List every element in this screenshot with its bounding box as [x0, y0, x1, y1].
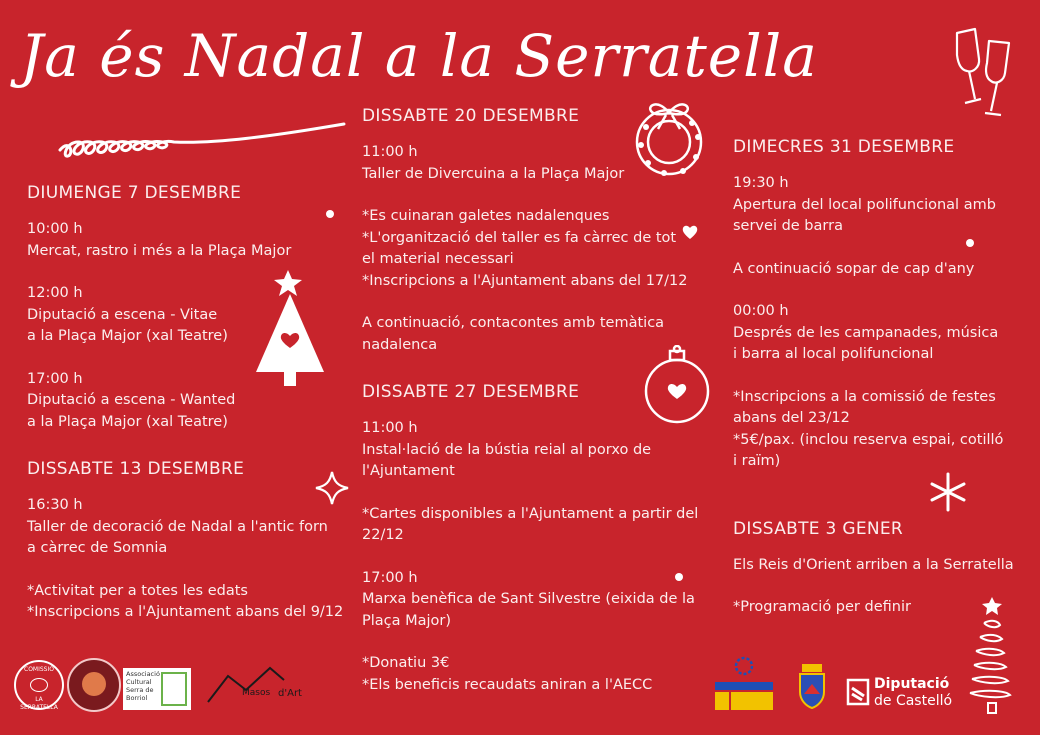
event-text: Plaça Major): [362, 612, 452, 629]
comissio-logo: [14, 660, 64, 710]
day-heading: DISSABTE 27 DESEMBRE: [362, 382, 580, 402]
event-time: 11:00 h: [362, 420, 418, 436]
ornament-ball-icon: [636, 345, 718, 425]
page-title: Ja és Nadal a la Serratella: [20, 22, 818, 90]
event-time: 16:30 h: [27, 497, 83, 513]
masos-art-logo: [206, 664, 316, 710]
emblem-logo: [67, 658, 121, 712]
wreath-icon: [628, 95, 710, 180]
diputacio-logo: [846, 676, 986, 712]
event-note: *Programació per definir: [733, 599, 911, 615]
event-text: Mercat, rastro i més a la Plaça Major: [27, 242, 292, 259]
event-note: *5€/pax. (inclou reserva espai, cotilló: [733, 431, 1004, 448]
association-logo-text: Serra de: [126, 686, 154, 694]
event-time: 17:00 h: [362, 569, 418, 586]
heart-icon: [681, 223, 699, 241]
event-text: A continuació sopar de cap d'any: [733, 260, 975, 277]
event-time: 19:30 h: [733, 175, 789, 191]
event-text: Apertura del local polifuncional amb: [733, 196, 996, 213]
event-note: *Els beneficis recaudats aniran a l'AECC: [362, 676, 653, 693]
event-text: nadalenca: [362, 336, 438, 353]
event-note: *L'organització del taller es fa càrrec de tot: [362, 229, 677, 246]
event-time: 11:00 h: [362, 144, 418, 160]
event-text: A continuació, contacontes amb temàtica: [362, 315, 665, 331]
coat-of-arms-logo: [798, 664, 826, 710]
government-logo: [713, 656, 775, 712]
event-text: l'Ajuntament: [362, 463, 455, 479]
event-time: 10:00 h: [27, 221, 83, 237]
event-note: *Activitat per a totes les edats: [27, 582, 248, 599]
event-text: Instal·lació de la bústia reial al porxo de: [362, 441, 652, 458]
diputacio-mark-icon: [846, 678, 870, 706]
event-note: 22/12: [362, 527, 404, 543]
swirl-underline: [55, 120, 375, 160]
event-text: Taller de Divercuina a la Plaça Major: [362, 165, 625, 182]
christmas-tree-icon: [252, 268, 328, 390]
association-logo-text: Borriol: [126, 694, 148, 702]
comissio-logo-text: LA SERRATELLA: [20, 696, 58, 711]
event-text: Els Reis d'Orient arriben a la Serratella: [733, 556, 1014, 573]
event-text: Diputació a escena - Wanted: [27, 392, 236, 408]
snow-dot: [326, 210, 334, 218]
event-text: Taller de decoració de Nadal a l'antic forn: [27, 518, 328, 535]
event-time: 12:00 h: [27, 285, 83, 301]
comissio-logo-text: COMISSIÓ: [24, 666, 54, 673]
day-heading: DISSABTE 3 GENER: [733, 518, 904, 539]
event-note: *Inscripcions a l'Ajuntament abans del 17/12: [362, 272, 688, 289]
snow-dot: [675, 573, 683, 581]
event-note: *Cartes disponibles a l'Ajuntament a partir del: [362, 505, 699, 522]
sparkle-icon: [314, 470, 350, 506]
association-logo-text: Associació: [126, 670, 160, 678]
day-heading: DISSABTE 13 DESEMBRE: [27, 459, 245, 479]
day-heading: DISSABTE 20 DESEMBRE: [362, 106, 580, 126]
event-text: i barra al local polifuncional: [733, 346, 934, 362]
event-text: a la Plaça Major (xal Teatre): [27, 413, 228, 430]
event-note: *Inscripcions a l'Ajuntament abans del 9/12: [27, 604, 344, 620]
association-logo-text: Cultural: [126, 678, 152, 686]
association-logo: [123, 668, 191, 710]
event-text: Marxa benèfica de Sant Silvestre (eixida de la: [362, 591, 695, 607]
event-time: 17:00 h: [27, 370, 83, 387]
event-note: i raïm): [733, 453, 781, 469]
government-emblem-icon: [713, 656, 775, 712]
event-time: 00:00 h: [733, 303, 789, 319]
star-burst-icon: [928, 470, 968, 514]
event-note: *Donatiu 3€: [362, 655, 450, 671]
event-note: *Inscripcions a la comissió de festes: [733, 388, 996, 405]
day-heading: DIMECRES 31 DESEMBRE: [733, 137, 955, 157]
event-note: el material necessari: [362, 251, 514, 267]
shield-icon: [798, 664, 826, 710]
masos-logo-text: d'Art: [278, 688, 302, 699]
event-text: a càrrec de Somnia: [27, 540, 168, 556]
column-1: [27, 181, 343, 624]
diputacio-logo-text: de Castelló: [874, 693, 953, 709]
day-heading: DIUMENGE 7 DESEMBRE: [27, 183, 242, 203]
column-3: [733, 135, 1014, 619]
house-icon: [206, 664, 286, 704]
snow-dot: [966, 239, 974, 247]
event-text: Després de les campanades, música: [733, 324, 999, 341]
diputacio-logo-text: Diputació: [874, 676, 950, 692]
event-note: abans del 23/12: [733, 410, 850, 426]
event-note: *Es cuinaran galetes nadalenques: [362, 208, 610, 224]
masos-logo-text: Masos: [242, 688, 271, 698]
champagne-glasses-icon: [945, 25, 1025, 125]
event-text: a la Plaça Major (xal Teatre): [27, 328, 228, 344]
event-text: servei de barra: [733, 218, 843, 234]
event-text: Diputació a escena - Vitae: [27, 306, 218, 323]
